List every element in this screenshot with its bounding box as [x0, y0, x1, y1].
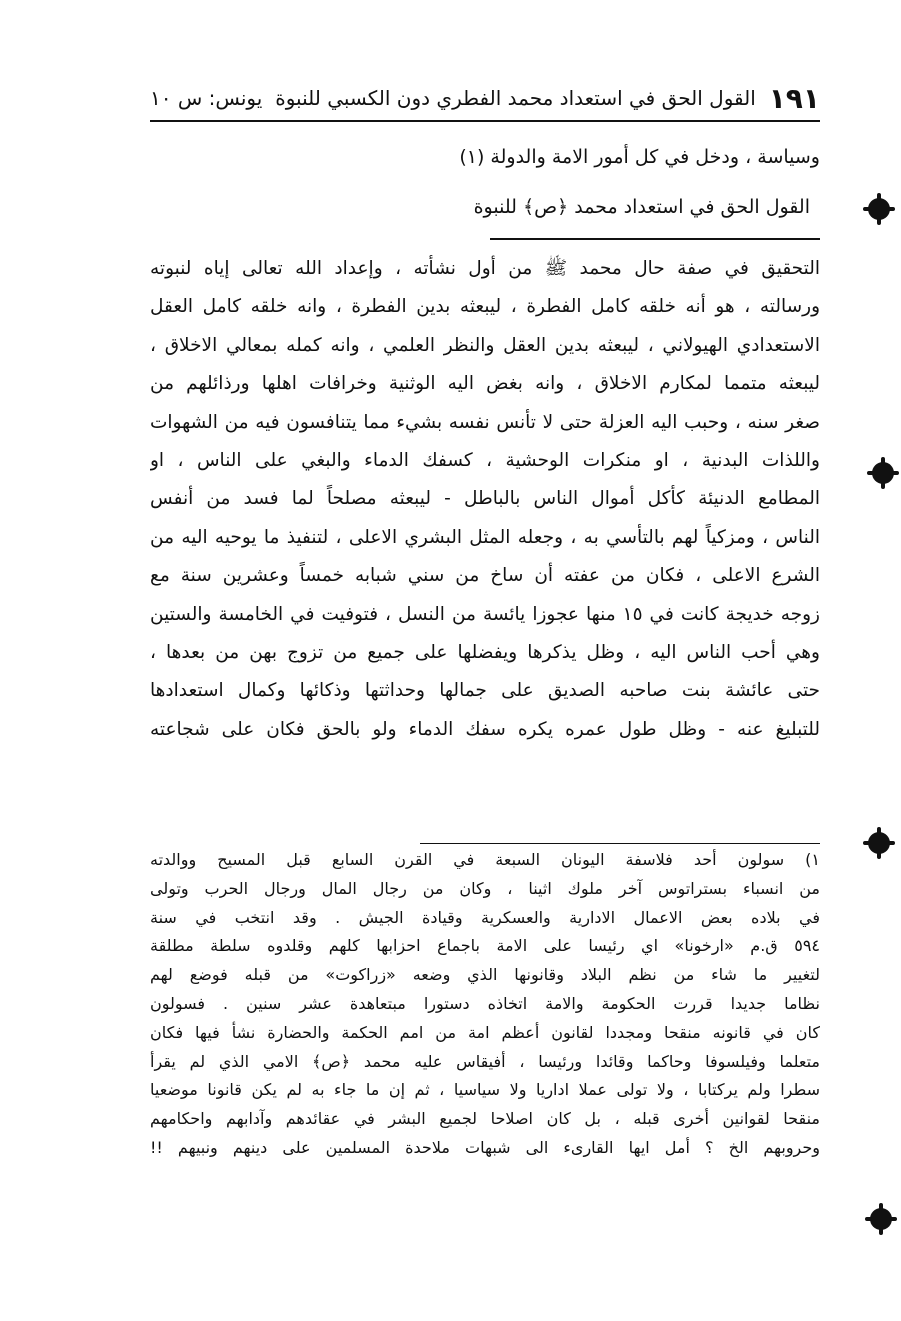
body-line: التحقيق في صفة حال محمد ﷺ من أول نشأته ، وإعداد الله تعالى إياه لنبوته	[150, 258, 820, 279]
body-line: زوجه خديجة كانت في ١٥ منها عجوزا يائسة من النسل ، فتوفيت في الخامسة والستين	[150, 603, 820, 625]
heading-rule	[490, 238, 820, 240]
footnote-line: وحروبهم الخ ؟ أمل ايها القارىء الى شبهات ملاحدة المسلمين على دينهم ونبيهم !!	[150, 1137, 820, 1157]
intro-line: وسياسة ، ودخل في كل أمور الامة والدولة (١)	[459, 146, 820, 168]
body-line: حتى عائشة بنت صاحبه الصديق على جمالها وحداثتها وذكائها وكمال استعدادها	[150, 680, 820, 702]
footnote-rule	[420, 843, 820, 844]
footnote-line: منقحا لقوانين أخرى قبله ، بل كان اصلاحا لجميع البشر في عقائدهم وآدابهم واحكامهم	[150, 1109, 820, 1129]
chapter-verse-reference: يونس: س ١٠	[150, 86, 263, 110]
body-line: ليبعثه متمما لمكارم الاخلاق ، وانه بغض اليه الوثنية وخرافات اهلها ورذائلهم من	[150, 373, 820, 395]
binding-hole-icon	[872, 462, 894, 484]
footnote-line: من انسباء بستراتوس آخر ملوك اثينا ، وكان من رجال المال ورجال الحرب وتولى	[150, 878, 820, 898]
body-line: واللذات البدنية ، او منكرات الوحشية ، كسفك الدماء والبغي على الناس ، او	[150, 449, 820, 471]
footnote-line: نظاما جديدا قررت الحكومة والامة اتخاذه دستورا مبتعاهدة عشر سنين . فسولون	[150, 993, 820, 1013]
footnote-line: لتغيير ما شاء من نظم البلاد وقانونها الذي وضعه «زراكوت» من قبله فوضع لهم	[150, 965, 820, 985]
body-line: الناس ، ومزكياً لهم بالتأسي به ، وجعله المثل البشري الاعلى ، لتنفيذ ما يوحيه اليه من	[150, 526, 820, 548]
body-line: وهي أحب الناس اليه ، وظل يذكرها ويفضلها على جميع من تزوج بهن من بعدها ،	[150, 641, 820, 663]
binding-hole-icon	[868, 832, 890, 854]
body-line: ورسالته ، هو أنه خلقه كامل الفطرة ، ليبعثه بدين الفطرة ، وانه خلقه كامل العقل	[150, 296, 820, 318]
body-line: للتبليغ عنه - وظل طول عمره يكره سفك الدماء ولو بالحق فكان على شجاعته	[150, 718, 820, 740]
footnote-line: في بلاده بعض الاعمال الادارية والعسكرية وقيادة الجيش . وقد انتخب في سنة	[150, 907, 820, 927]
footnote-line: متعلما وفيلسوفا وحاكما وقائدا ورئيسا ، أفيقاس عليه محمد ﴿ص﴾ الامي الذي لم يقرأ	[150, 1051, 820, 1071]
footnotes	[150, 846, 820, 1163]
body-line: صغر سنه ، وحبب اليه العزلة حتى لا تأنس نفسه بشيء مما يتنافسون فيه من الشهوات	[150, 411, 820, 433]
page-number: ١٩١	[768, 81, 820, 115]
footnote-line: ١) سولون أحد فلاسفة اليونان السبعة في القرن السابع قبل المسيح ووالدته	[150, 850, 820, 869]
header-rule	[150, 120, 820, 122]
section-heading: القول الحق في استعداد محمد ﴿ص﴾ للنبوة	[473, 196, 810, 218]
binding-hole-icon	[870, 1208, 892, 1230]
footnote-line: كان في قانونه منقحا ومجددا لقانون أعظم امة من امم الحكمة والحضارة نشأ فيها فكان	[150, 1022, 820, 1042]
footnote-line: سطرا ولم يركتابا ، ولا تولى عملا اداريا ولا سياسيا ، ثم إن ما جاء به لم يكن قانونا موضعيا	[150, 1080, 820, 1100]
running-header	[150, 78, 820, 118]
body-line: الاستعدادي الهيولاني ، ليبعثه بدين العقل والنظر العلمي ، وانه كمله بمعالي الاخلاق ،	[150, 334, 820, 356]
body-text	[150, 250, 820, 749]
running-title: القول الحق في استعداد محمد الفطري دون الكسبي للنبوة	[275, 86, 756, 110]
body-line: الشرع الاعلى ، فكان من عفته أن ساخ من سني شبابه خمساً وعشرين سنة مع	[150, 565, 820, 587]
footnote-line: ٥٩٤ ق.م «ارخونا» اي رئيسا على الامة باجماع احزابها كلهم وقلدوه سلطة مطلقة	[150, 936, 820, 956]
binding-hole-icon	[868, 198, 890, 220]
body-line: المطامع الدنيئة كأكل أموال الناس بالباطل - ليبعثه مصلحاً لما فسد من أنفس	[150, 488, 820, 510]
